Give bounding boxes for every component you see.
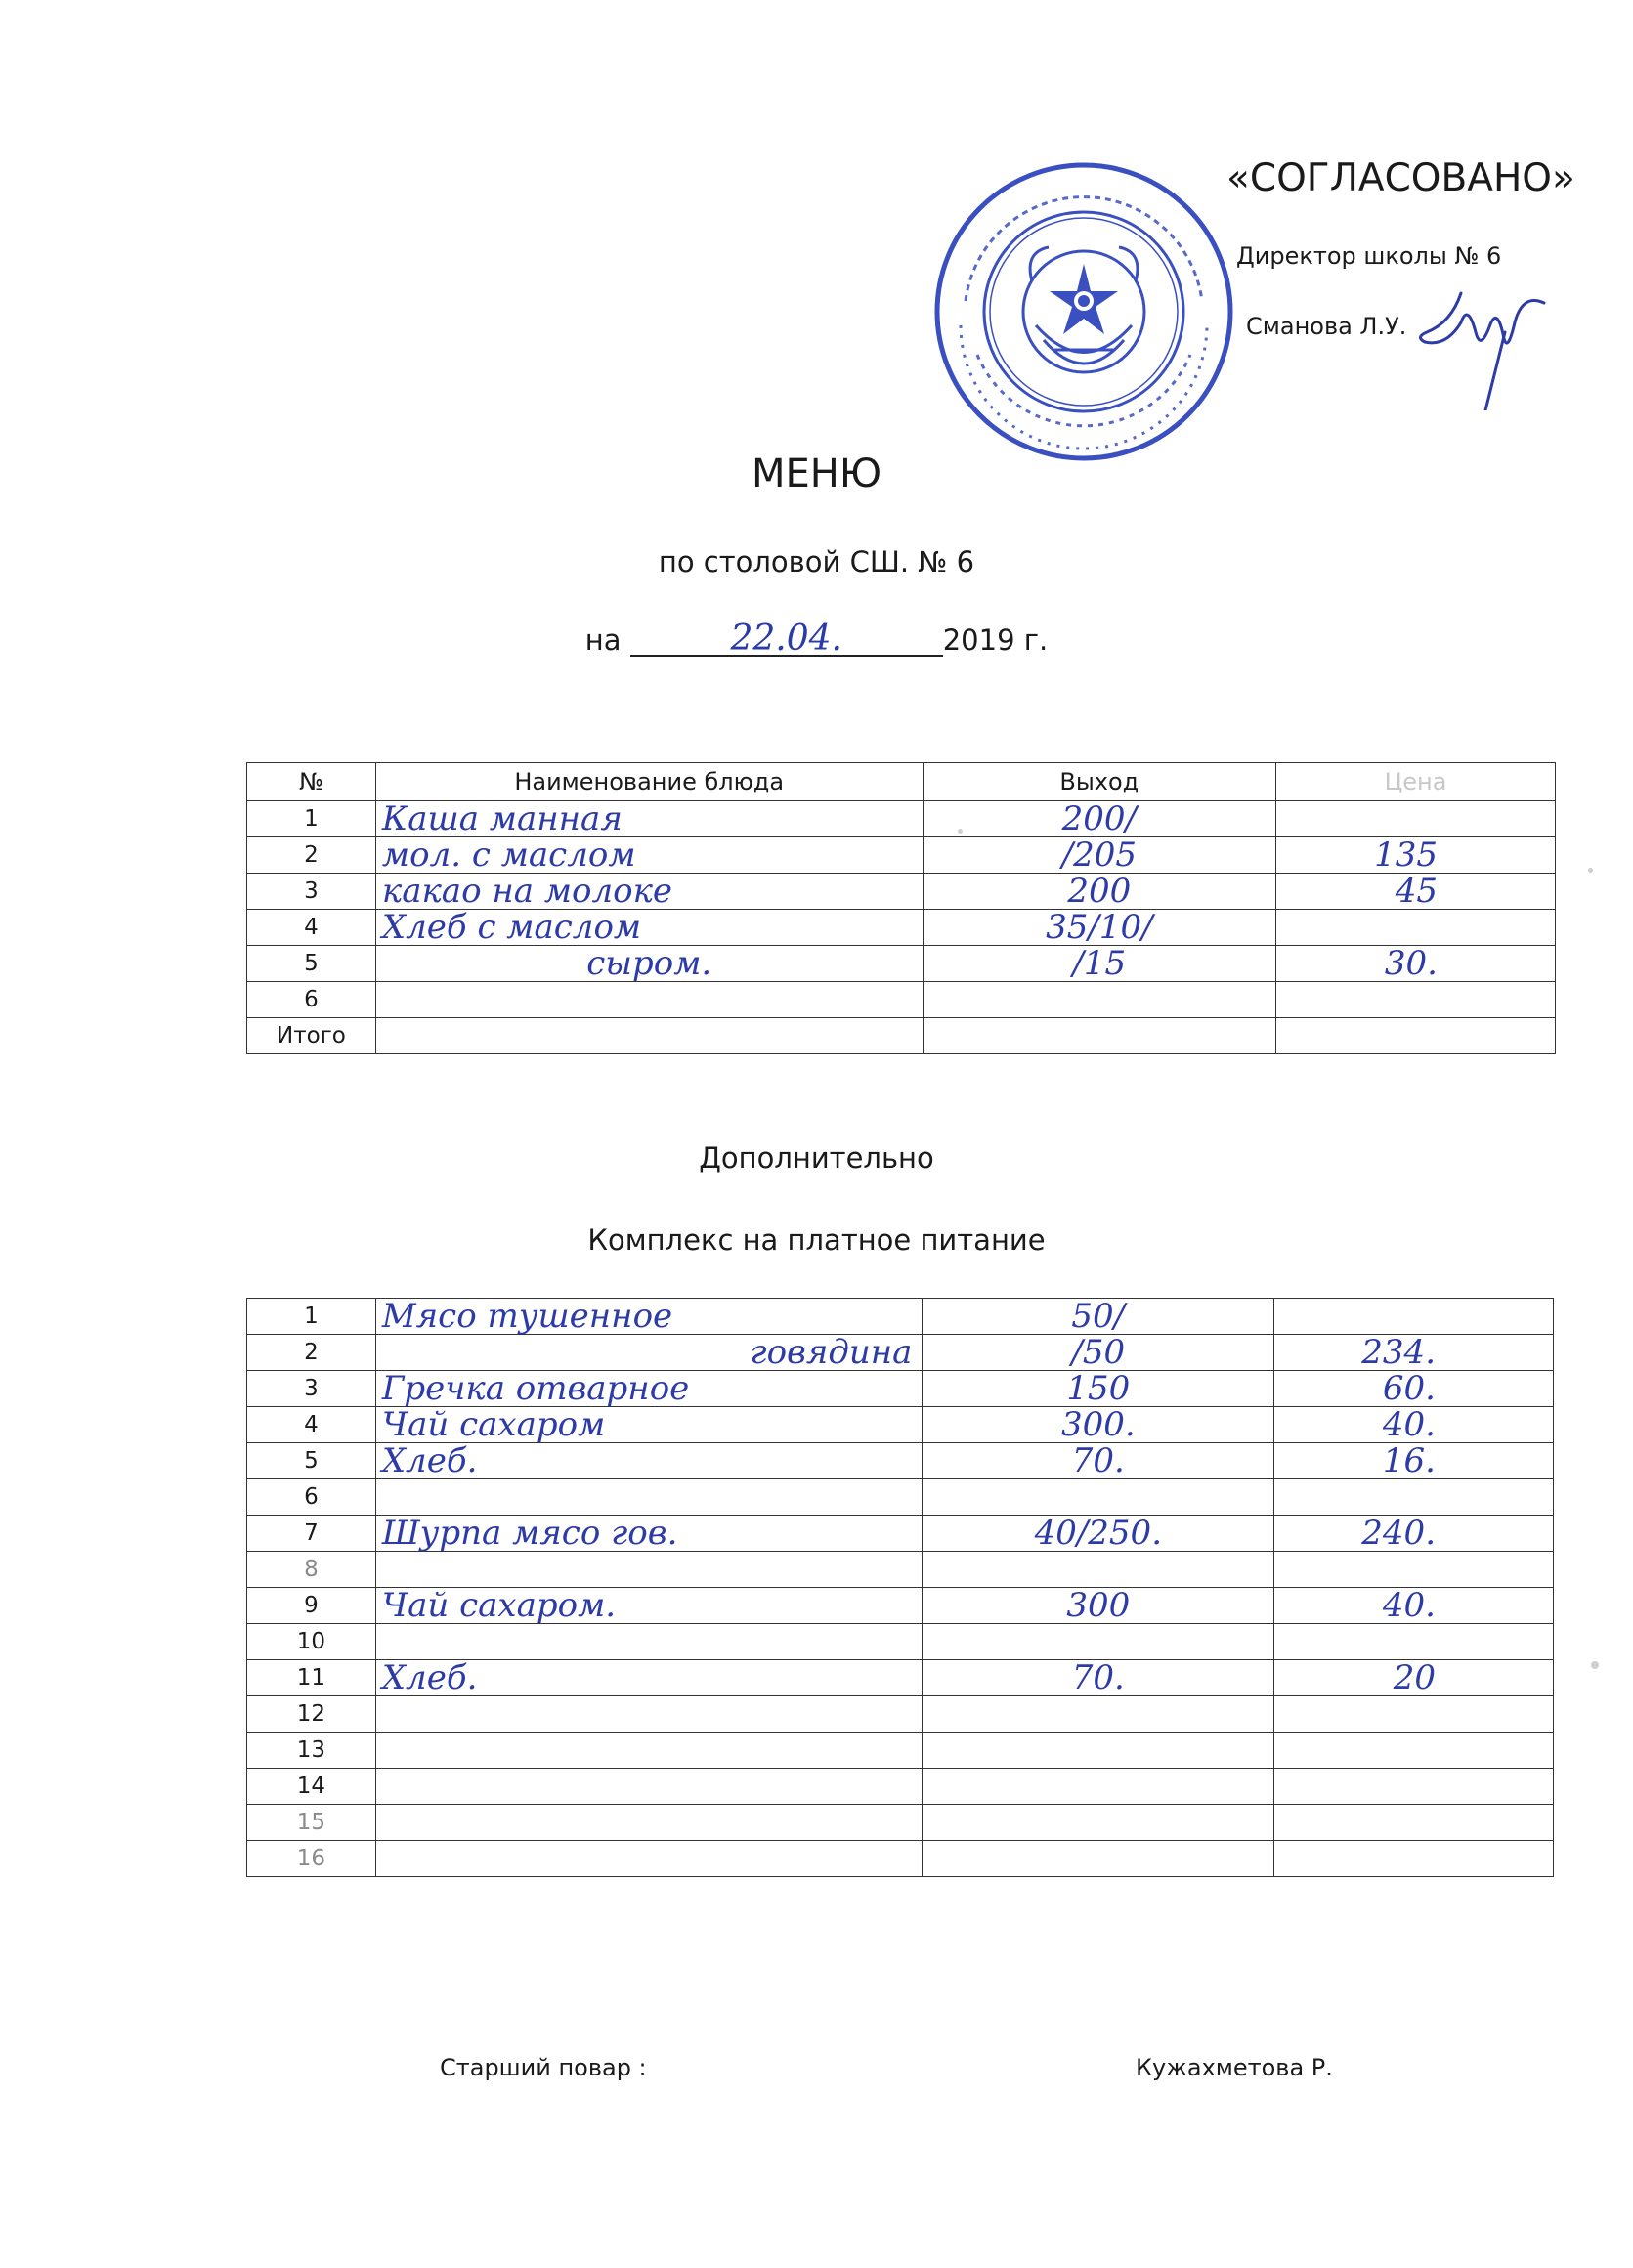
row-name <box>375 1841 923 1877</box>
table-row <box>247 1805 1554 1841</box>
row-price <box>1274 1841 1554 1877</box>
table-row <box>247 1841 1554 1877</box>
row-output: 35/10/ <box>923 910 1276 946</box>
row-output <box>923 1479 1274 1516</box>
row-price <box>1274 1552 1554 1588</box>
table-row <box>247 1371 1554 1407</box>
table-row <box>247 1407 1554 1443</box>
row-name: Хлеб. <box>375 1443 923 1479</box>
row-name: мол. с маслом <box>375 837 923 874</box>
row-num: 2 <box>247 837 376 874</box>
row-price <box>1276 910 1556 946</box>
official-stamp <box>926 154 1241 469</box>
row-price: 240. <box>1274 1516 1554 1552</box>
row-name <box>375 1018 923 1054</box>
extra-heading: Дополнительно <box>699 1141 934 1175</box>
page-subtitle: по столовой СШ. № 6 <box>658 545 975 578</box>
approval-name: Сманова Л.У. <box>1246 313 1407 340</box>
row-name: Чай сахаром <box>375 1407 923 1443</box>
row-price: 30. <box>1276 946 1556 982</box>
row-output <box>923 1018 1276 1054</box>
table-row <box>247 910 1556 946</box>
table-row <box>247 1588 1554 1624</box>
row-name: какао на молоке <box>375 874 923 910</box>
date-line <box>0 619 1633 659</box>
row-num: 6 <box>247 982 376 1018</box>
page-title: МЕНЮ <box>751 451 882 496</box>
table-row <box>247 1552 1554 1588</box>
row-output <box>923 982 1276 1018</box>
row-name <box>375 1769 923 1805</box>
row-price: 40. <box>1274 1407 1554 1443</box>
complex-heading: Комплекс на платное питание <box>587 1223 1046 1257</box>
footer-role: Старший повар : <box>440 2054 647 2081</box>
row-num: 11 <box>247 1660 376 1696</box>
director-signature <box>1407 264 1554 410</box>
scan-speck <box>1591 1661 1599 1669</box>
table-row <box>247 1769 1554 1805</box>
row-num: 12 <box>247 1696 376 1733</box>
row-num: 6 <box>247 1479 376 1516</box>
row-output: 300. <box>923 1407 1274 1443</box>
row-price: 20 <box>1274 1660 1554 1696</box>
row-name: Мясо тушенное <box>375 1299 923 1335</box>
row-price <box>1276 982 1556 1018</box>
row-output: 70. <box>923 1660 1274 1696</box>
row-output <box>923 1552 1274 1588</box>
row-output <box>923 1841 1274 1877</box>
row-output: /50 <box>923 1335 1274 1371</box>
table-row <box>247 982 1556 1018</box>
row-num: 3 <box>247 874 376 910</box>
table-row <box>247 1299 1554 1335</box>
row-price <box>1274 1299 1554 1335</box>
table-row <box>247 1335 1554 1371</box>
row-name: Чай сахаром. <box>375 1588 923 1624</box>
table-row <box>247 1443 1554 1479</box>
row-name: говядина <box>375 1335 923 1371</box>
row-num: Итого <box>247 1018 376 1054</box>
row-num: 9 <box>247 1588 376 1624</box>
footer-name: Кужахметова Р. <box>1136 2054 1333 2081</box>
row-output: /205 <box>923 837 1276 874</box>
row-price <box>1274 1805 1554 1841</box>
row-num: 15 <box>247 1805 376 1841</box>
row-price: 60. <box>1274 1371 1554 1407</box>
row-output: 300 <box>923 1588 1274 1624</box>
row-price: 40. <box>1274 1588 1554 1624</box>
table-row <box>247 1660 1554 1696</box>
row-name <box>375 1696 923 1733</box>
row-name <box>375 982 923 1018</box>
row-num: 4 <box>247 910 376 946</box>
complex-table <box>246 1298 1554 1877</box>
approval-director: Директор школы № 6 <box>1236 242 1502 270</box>
header-name: Наименование блюда <box>375 763 923 801</box>
row-name <box>375 1479 923 1516</box>
row-name: Каша манная <box>375 801 923 837</box>
row-price <box>1276 801 1556 837</box>
row-num: 16 <box>247 1841 376 1877</box>
row-output: /15 <box>923 946 1276 982</box>
table-row <box>247 801 1556 837</box>
row-name: сыром. <box>375 946 923 982</box>
row-price: 16. <box>1274 1443 1554 1479</box>
row-output: 40/250. <box>923 1516 1274 1552</box>
date-suffix: 2019 г. <box>942 623 1049 657</box>
row-output: 200 <box>923 874 1276 910</box>
row-price: 45 <box>1276 874 1556 910</box>
row-num: 8 <box>247 1552 376 1588</box>
row-price: 234. <box>1274 1335 1554 1371</box>
row-price <box>1274 1624 1554 1660</box>
table-row <box>247 1624 1554 1660</box>
header-price: Цена <box>1276 763 1556 801</box>
table-row <box>247 946 1556 982</box>
table-row <box>247 1516 1554 1552</box>
row-output: 150 <box>923 1371 1274 1407</box>
menu-table <box>246 762 1556 1054</box>
row-num: 2 <box>247 1335 376 1371</box>
row-num: 7 <box>247 1516 376 1552</box>
row-output <box>923 1696 1274 1733</box>
row-name <box>375 1624 923 1660</box>
row-price <box>1274 1733 1554 1769</box>
table-row-total <box>247 1018 1556 1054</box>
row-output <box>923 1733 1274 1769</box>
row-price <box>1274 1769 1554 1805</box>
date-prefix: на <box>584 623 630 657</box>
table-row <box>247 1479 1554 1516</box>
row-output <box>923 1624 1274 1660</box>
table-row <box>247 837 1556 874</box>
row-name <box>375 1552 923 1588</box>
row-name <box>375 1805 923 1841</box>
row-price: 135 <box>1276 837 1556 874</box>
scan-speck <box>958 829 963 834</box>
row-name <box>375 1733 923 1769</box>
scan-speck <box>1588 868 1593 873</box>
row-output <box>923 1769 1274 1805</box>
row-num: 1 <box>247 1299 376 1335</box>
header-num: № <box>247 763 376 801</box>
row-num: 5 <box>247 1443 376 1479</box>
row-num: 14 <box>247 1769 376 1805</box>
row-name: Гречка отварное <box>375 1371 923 1407</box>
row-output <box>923 1805 1274 1841</box>
row-name: Хлеб. <box>375 1660 923 1696</box>
date-handwritten: 22.04. <box>630 623 943 657</box>
row-num: 5 <box>247 946 376 982</box>
row-price <box>1274 1479 1554 1516</box>
row-num: 1 <box>247 801 376 837</box>
row-price <box>1274 1696 1554 1733</box>
approval-title: «СОГЛАСОВАНО» <box>1226 156 1575 200</box>
row-name: Хлеб с маслом <box>375 910 923 946</box>
row-num: 4 <box>247 1407 376 1443</box>
table-row <box>247 1696 1554 1733</box>
row-num: 10 <box>247 1624 376 1660</box>
row-output: 70. <box>923 1443 1274 1479</box>
table-row <box>247 1733 1554 1769</box>
row-price <box>1276 1018 1556 1054</box>
row-name: Шурпа мясо гов. <box>375 1516 923 1552</box>
header-output: Выход <box>923 763 1276 801</box>
row-output: 50/ <box>923 1299 1274 1335</box>
table-row <box>247 874 1556 910</box>
menu-table-header <box>247 763 1556 801</box>
row-num: 13 <box>247 1733 376 1769</box>
row-output: 200/ <box>923 801 1276 837</box>
row-num: 3 <box>247 1371 376 1407</box>
